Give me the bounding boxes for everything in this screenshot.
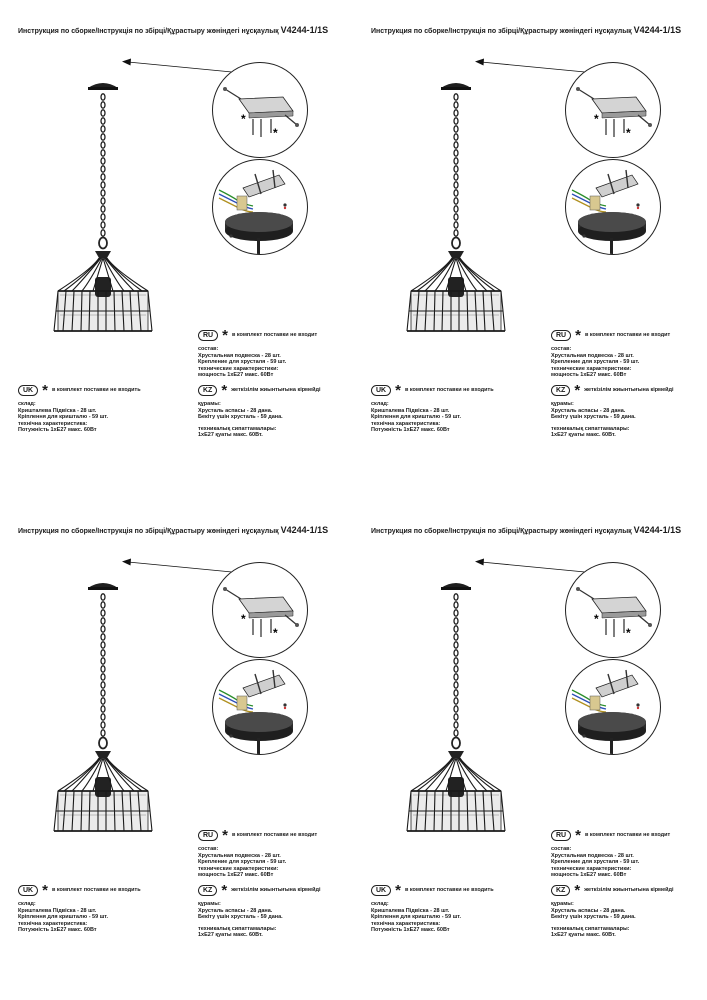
- ru-line: Крепление для хрусталя - 59 шт.: [551, 359, 640, 366]
- uk-line: склад:: [18, 901, 36, 907]
- mounting-bracket-diagram: [566, 63, 660, 157]
- uk-not-included-note: в комплект поставки не входить: [51, 387, 141, 394]
- ru-line: технические характеристики:: [551, 365, 632, 372]
- model-number: V4244-1/1S: [633, 25, 682, 35]
- ru-line: мощность 1xE27 макс. 60Вт: [198, 872, 274, 879]
- svg-text:*: *: [273, 126, 278, 140]
- instruction-card: [0, 500, 353, 1000]
- asterisk-icon: *: [222, 827, 228, 844]
- asterisk-icon: *: [574, 882, 581, 899]
- kz-line: құрамы:: [198, 901, 221, 907]
- ru-line: технические характеристики:: [198, 865, 279, 872]
- asterisk-icon: *: [575, 327, 581, 344]
- svg-text:*: *: [594, 112, 599, 126]
- svg-text:*: *: [626, 126, 631, 140]
- asterisk-icon: *: [221, 882, 228, 899]
- asterisk-icon: *: [575, 827, 581, 844]
- kz-line: Хрусталь аспасы - 28 дана.: [198, 907, 273, 914]
- uk-not-included-note: в комплект поставки не входить: [404, 387, 494, 394]
- uk-line: технічна характеристика:: [18, 420, 88, 427]
- uk-line: склад:: [18, 401, 36, 407]
- ru-badge: RU: [198, 330, 218, 341]
- uk-not-included-note: в комплект поставки не входить: [404, 887, 494, 894]
- pendant-lamp-illustration: [393, 555, 573, 855]
- svg-text:*: *: [241, 612, 246, 626]
- kz-line: 1xE27 қуаты макс. 60Вт.: [198, 932, 263, 939]
- svg-text:*: *: [273, 626, 278, 640]
- asterisk-icon: *: [574, 382, 581, 399]
- ru-line: состав:: [551, 846, 572, 852]
- card-title: [371, 25, 681, 35]
- uk-line: Кришталева Підвіска - 28 шт.: [371, 907, 450, 914]
- ru-line: Крепление для хрусталя - 59 шт.: [551, 859, 640, 866]
- kz-not-included-note: жеткізілім жиынтығына кірмейді: [584, 387, 674, 394]
- ru-line: Крепление для хрусталя - 59 шт.: [198, 859, 287, 866]
- kz-line: 1xE27 қуаты макс. 60Вт.: [551, 432, 616, 439]
- kz-line: техникалық сипаттамалары:: [551, 925, 630, 932]
- uk-line: Потужність 1xE27 макс. 60Вт: [18, 427, 97, 434]
- uk-badge: UK: [18, 885, 38, 896]
- asterisk-icon: *: [222, 327, 228, 344]
- kz-line: Хрусталь аспасы - 28 дана.: [551, 407, 626, 414]
- ru-not-included-note: в комплект поставки не входит: [584, 332, 671, 339]
- wiring-diagram-circle: [212, 659, 308, 755]
- uk-line: технічна характеристика:: [371, 920, 441, 927]
- kz-line: 1xE27 қуаты макс. 60Вт.: [551, 932, 616, 939]
- uk-line: склад:: [371, 401, 389, 407]
- kz-line: техникалық сипаттамалары:: [198, 425, 277, 432]
- pendant-lamp-illustration: [40, 55, 220, 355]
- uk-badge: UK: [371, 885, 391, 896]
- uk-line: Потужність 1xE27 макс. 60Вт: [18, 927, 97, 934]
- ru-spec-block: [198, 827, 318, 879]
- ru-badge: RU: [551, 830, 571, 841]
- kz-line: құрамы:: [198, 401, 221, 407]
- kz-not-included-note: жеткізілім жиынтығына кірмейді: [231, 887, 321, 894]
- card-title: [18, 25, 328, 35]
- ru-line: мощность 1xE27 макс. 60Вт: [551, 372, 627, 379]
- kz-line: Хрусталь аспасы - 28 дана.: [198, 407, 273, 414]
- kz-line: құрамы:: [551, 401, 574, 407]
- ru-line: технические характеристики:: [551, 865, 632, 872]
- uk-line: Кришталева Підвіска - 28 шт.: [18, 407, 97, 414]
- wiring-connection-diagram: [566, 160, 660, 254]
- kz-line: Хрусталь аспасы - 28 дана.: [551, 907, 626, 914]
- ru-line: состав:: [198, 346, 219, 352]
- kz-line: Бекіту үшін хрусталь - 59 дана.: [551, 414, 636, 421]
- wiring-connection-diagram: [213, 160, 307, 254]
- pendant-lamp-illustration: [393, 55, 573, 355]
- pendant-lamp-illustration: [40, 555, 220, 855]
- uk-line: Потужність 1xE27 макс. 60Вт: [371, 927, 450, 934]
- asterisk-icon: *: [395, 382, 401, 399]
- kz-not-included-note: жеткізілім жиынтығына кірмейді: [231, 387, 321, 394]
- instruction-card: [353, 0, 706, 500]
- svg-text:*: *: [241, 112, 246, 126]
- kz-badge: KZ: [551, 885, 570, 896]
- ru-badge: RU: [198, 830, 218, 841]
- ru-line: Хрустальная подвеска - 28 шт.: [198, 352, 281, 359]
- kz-line: Бекіту үшін хрусталь - 59 дана.: [198, 414, 283, 421]
- asterisk-icon: *: [395, 882, 401, 899]
- wiring-diagram-circle: [212, 159, 308, 255]
- kz-line: Бекіту үшін хрусталь - 59 дана.: [551, 914, 636, 921]
- ru-line: состав:: [198, 846, 219, 852]
- uk-not-included-note: в комплект поставки не входить: [51, 887, 141, 894]
- uk-badge: UK: [371, 385, 391, 396]
- mounting-diagram-circle: [565, 562, 661, 658]
- ru-line: Хрустальная подвеска - 28 шт.: [551, 352, 634, 359]
- svg-text:*: *: [626, 626, 631, 640]
- title-text: Инструкция по сборке/Інструкція по збірці/Құрастыру жөніндегі нұсқаулық: [18, 528, 279, 535]
- instruction-card: [0, 0, 353, 500]
- kz-line: құрамы:: [551, 901, 574, 907]
- uk-line: Потужність 1xE27 макс. 60Вт: [371, 427, 450, 434]
- ru-line: мощность 1xE27 макс. 60Вт: [198, 372, 274, 379]
- ru-line: Хрустальная подвеска - 28 шт.: [551, 852, 634, 859]
- kz-line: техникалық сипаттамалары:: [551, 425, 630, 432]
- mounting-bracket-diagram: [566, 563, 660, 657]
- uk-line: Кришталева Підвіска - 28 шт.: [18, 907, 97, 914]
- mounting-bracket-diagram: [213, 63, 307, 157]
- asterisk-icon: *: [42, 382, 48, 399]
- title-text: Инструкция по сборке/Інструкція по збірці/Құрастыру жөніндегі нұсқаулық: [18, 28, 279, 35]
- uk-line: Кріплення для кришталю - 59 шт.: [18, 414, 109, 421]
- model-number: V4244-1/1S: [633, 525, 682, 535]
- uk-line: технічна характеристика:: [18, 920, 88, 927]
- wiring-connection-diagram: [566, 660, 660, 754]
- svg-text:*: *: [594, 612, 599, 626]
- kz-spec-block: [198, 382, 321, 439]
- kz-spec-block: [551, 882, 674, 939]
- ru-not-included-note: в комплект поставки не входит: [584, 832, 671, 839]
- wiring-diagram-circle: [565, 159, 661, 255]
- card-title: [371, 525, 681, 535]
- uk-spec-block: [371, 382, 494, 434]
- ru-line: Хрустальная подвеска - 28 шт.: [198, 852, 281, 859]
- asterisk-icon: *: [221, 382, 228, 399]
- card-title: [18, 525, 328, 535]
- mounting-diagram-circle: [212, 62, 308, 158]
- uk-spec-block: [371, 882, 494, 934]
- title-text: Инструкция по сборке/Інструкція по збірці/Құрастыру жөніндегі нұсқаулық: [371, 28, 632, 35]
- kz-spec-block: [551, 382, 674, 439]
- kz-badge: KZ: [551, 385, 570, 396]
- uk-line: склад:: [371, 901, 389, 907]
- ru-line: мощность 1xE27 макс. 60Вт: [551, 872, 627, 879]
- uk-line: технічна характеристика:: [371, 420, 441, 427]
- kz-not-included-note: жеткізілім жиынтығына кірмейді: [584, 887, 674, 894]
- kz-line: техникалық сипаттамалары:: [198, 925, 277, 932]
- ru-line: состав:: [551, 346, 572, 352]
- uk-line: Кріплення для кришталю - 59 шт.: [371, 414, 462, 421]
- kz-badge: KZ: [198, 885, 217, 896]
- model-number: V4244-1/1S: [280, 525, 329, 535]
- uk-spec-block: [18, 382, 141, 434]
- ru-spec-block: [551, 827, 671, 879]
- wiring-connection-diagram: [213, 660, 307, 754]
- uk-line: Кріплення для кришталю - 59 шт.: [18, 914, 109, 921]
- ru-spec-block: [198, 327, 318, 379]
- kz-badge: KZ: [198, 385, 217, 396]
- uk-line: Кришталева Підвіска - 28 шт.: [371, 407, 450, 414]
- ru-spec-block: [551, 327, 671, 379]
- kz-line: 1xE27 қуаты макс. 60Вт.: [198, 432, 263, 439]
- model-number: V4244-1/1S: [280, 25, 329, 35]
- ru-not-included-note: в комплект поставки не входит: [231, 332, 318, 339]
- mounting-diagram-circle: [565, 62, 661, 158]
- mounting-diagram-circle: [212, 562, 308, 658]
- instruction-card: [353, 500, 706, 1000]
- uk-badge: UK: [18, 385, 38, 396]
- ru-badge: RU: [551, 330, 571, 341]
- ru-not-included-note: в комплект поставки не входит: [231, 832, 318, 839]
- wiring-diagram-circle: [565, 659, 661, 755]
- kz-line: Бекіту үшін хрусталь - 59 дана.: [198, 914, 283, 921]
- uk-spec-block: [18, 882, 141, 934]
- ru-line: технические характеристики:: [198, 365, 279, 372]
- kz-spec-block: [198, 882, 321, 939]
- title-text: Инструкция по сборке/Інструкція по збірці/Құрастыру жөніндегі нұсқаулық: [371, 528, 632, 535]
- mounting-bracket-diagram: [213, 563, 307, 657]
- uk-line: Кріплення для кришталю - 59 шт.: [371, 914, 462, 921]
- asterisk-icon: *: [42, 882, 48, 899]
- ru-line: Крепление для хрусталя - 59 шт.: [198, 359, 287, 366]
